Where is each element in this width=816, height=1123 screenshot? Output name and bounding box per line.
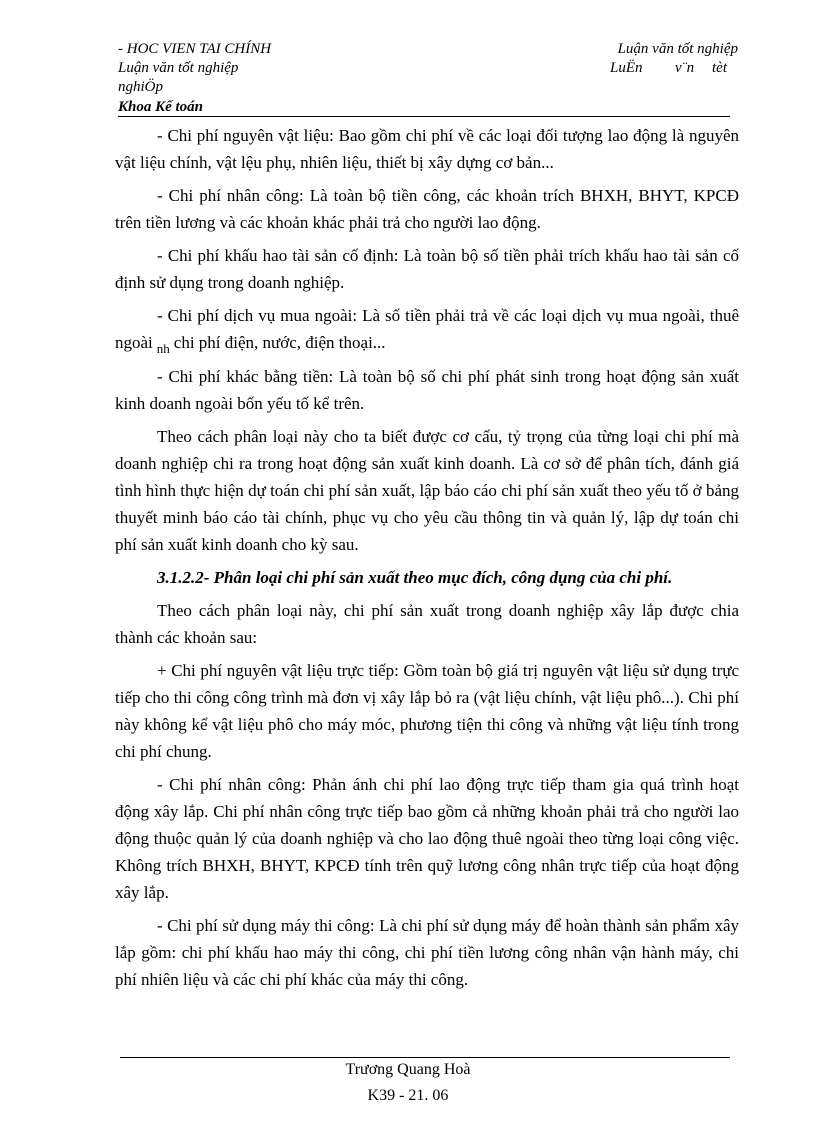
paragraph-outsourced-services-b: chi phí điện, nước, điện thoại... xyxy=(173,333,386,352)
header-left-line1: - HOC VIEN TAI CHÍNH xyxy=(118,41,272,57)
header-left-line3: nghiÖp xyxy=(118,79,163,95)
section-heading: 3.1.2.2- Phân loại chi phí sản xuất theo mục đích, công dụng của chi phí. xyxy=(157,568,673,587)
header-right-word1: LuËn xyxy=(610,60,643,76)
header-right-word2: v¨n xyxy=(675,60,695,76)
paragraph-direct-labor: - Chi phí nhân công: Phản ánh chi phí lao động trực tiếp tham gia quá trình hoạt động xây lắp. Chi phí nhân công trực tiếp bao gồm cả những khoản phải trả cho người lao động thuộc quản lý của doanh nghiệp và cho lao động thuê ngoài theo từng loại công việc. Không trích BHXH, BHYT, KPCĐ tính trên quỹ lương công nhân trực tiếp của hoạt động xây lắp. xyxy=(115,775,739,902)
paragraph-material-cost: - Chi phí nguyên vật liệu: Bao gồm chi phí về các loại đối tượng lao động là nguyên vật liệu chính, vật lệu phụ, nhiên liệu, thiết bị xây dựng cơ bản... xyxy=(115,126,739,172)
paragraph-outsourced-services xyxy=(115,302,739,357)
paragraph-other-cash-cost: - Chi phí khác bằng tiền: Là toàn bộ số chi phí phát sinh trong hoạt động sản xuất kinh doanh ngoài bốn yếu tố kể trên. xyxy=(115,367,739,413)
header-rule xyxy=(118,116,730,117)
footer-author: Trương Quang Hoà xyxy=(345,1061,471,1078)
header-department: Khoa Kế toán xyxy=(118,99,204,115)
document-body xyxy=(115,122,739,999)
paragraph-labor-cost: - Chi phí nhân công: Là toàn bộ tiền công, các khoản trích BHXH, BHYT, KPCĐ trên tiền lương và các khoản khác phải trả cho người lao động. xyxy=(115,186,739,232)
paragraph-classification-summary: Theo cách phân loại này cho ta biết được cơ cấu, tỷ trọng của từng loại chi phí mà doanh nghiệp chi ra trong hoạt động sản xuất kinh doanh. Là cơ sở để phân tích, đánh giá tình hình thực hiện dự toán chi phí sản xuất, lập báo cáo chi phí sản xuất theo yếu tố ở bảng thuyết minh báo cáo tài chính, phục vụ cho yêu cầu thông tin và quản lý, lập dự toán chi phí sản xuất kinh doanh cho kỳ sau. xyxy=(115,427,739,554)
header-left-line2: Luận văn tốt nghiệp xyxy=(118,60,239,76)
footer-rule xyxy=(120,1057,730,1058)
paragraph-classification-intro: Theo cách phân loại này, chi phí sản xuất trong doanh nghiệp xây lắp được chia thành các khoản sau: xyxy=(115,601,739,647)
paragraph-outsourced-services-sub: nh xyxy=(156,341,170,356)
paragraph-outsourced-services-a: - Chi phí dịch vụ mua ngoài: Là số tiền phải trả về các loại dịch vụ mua ngoài, thuê ngoài xyxy=(115,306,739,352)
paragraph-depreciation: - Chi phí khấu hao tài sản cố định: Là toàn bộ số tiền phải trích khấu hao tài sản cố định sử dụng trong doanh nghiệp. xyxy=(115,246,739,292)
paragraph-direct-material: + Chi phí nguyên vật liệu trực tiếp: Gồm toàn bộ giá trị nguyên vật liệu sử dụng trực tiếp cho thi công công trình mà đơn vị xây lắp bỏ ra (vật liệu chính, vật liệu phô...). Chi phí này không kể vật liệu phô cho máy móc, phương tiện thi công và những vật liệu tính trong chi phí chung. xyxy=(115,661,739,761)
paragraph-machine-cost: - Chi phí sử dụng máy thi công: Là chi phí sử dụng máy để hoàn thành sản phẩm xây lắp gồm: chi phí khấu hao máy thi công, chi phí tiền lương công nhân vận hành máy, chi phí nhiên liệu và các chi phí khác của máy thi công. xyxy=(115,916,739,989)
footer-class-code: K39 - 21. 06 xyxy=(367,1087,449,1104)
header-right-line1: Luận văn tốt nghiệp xyxy=(617,41,738,57)
header-right-word3: tèt xyxy=(712,60,727,76)
